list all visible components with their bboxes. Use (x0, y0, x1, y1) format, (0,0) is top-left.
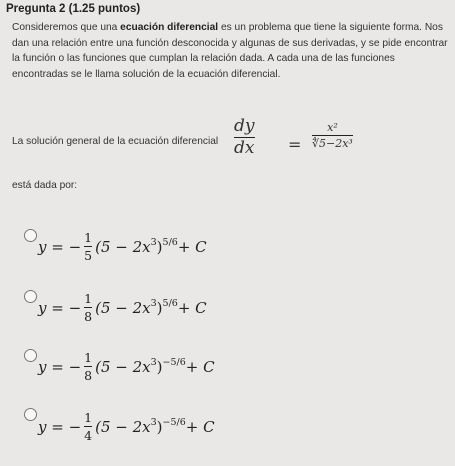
outer-exponent: −5/6 (162, 417, 186, 428)
intro-text-end: es un problema que tiene la siguiente forma. Nos dan una relación entre una función desconocida y algunas de sus derivadas, y se pide encontrar la función o las funciones que cumplan la relación dada. A cada una de las funciones encontradas se le llama solución de la ecuación diferencial. (12, 22, 448, 80)
formula-body: (5 − 2x (95, 417, 151, 436)
close-paren: ) (156, 417, 163, 436)
rhs-denominator: ∜5−2x³ (312, 137, 353, 150)
equation-line (12, 112, 452, 162)
question-title: Pregunta 2 (1.25 puntos) (6, 3, 141, 15)
formula-body: (5 − 2x (95, 298, 151, 317)
formula-body: (5 − 2x (95, 237, 151, 256)
intro-bold-term: ecuación diferencial (120, 22, 219, 33)
cube-exponent: 3 (150, 298, 157, 309)
formula-lhs: y = − (38, 357, 82, 376)
coef-denominator: 8 (84, 368, 93, 383)
formula-lhs: y = − (38, 417, 82, 436)
equals-sign: = (288, 135, 302, 154)
answer-formula (38, 291, 207, 324)
coef-denominator: 8 (84, 309, 93, 324)
coef-numerator: 1 (84, 230, 93, 245)
coefficient-fraction (84, 350, 92, 383)
lhs-numerator: dy (234, 116, 255, 136)
constant-term: + C (177, 237, 207, 256)
outer-exponent: 5/6 (162, 237, 178, 248)
formula-body: (5 − 2x (95, 357, 151, 376)
rhs-numerator: x² (327, 121, 338, 134)
question-intro (12, 20, 448, 82)
radio-button[interactable] (24, 349, 37, 362)
constant-term: + C (185, 357, 215, 376)
given-by-text: está dada por: (12, 180, 78, 191)
coefficient-fraction (84, 410, 92, 443)
constant-term: + C (177, 298, 207, 317)
coefficient-fraction (84, 230, 92, 263)
intro-text-start: Consideremos que una (12, 22, 121, 33)
cube-exponent: 3 (150, 357, 157, 368)
close-paren: ) (156, 237, 163, 256)
coef-denominator: 5 (84, 248, 93, 263)
coef-numerator: 1 (84, 410, 93, 425)
answer-option[interactable] (0, 402, 455, 452)
outer-exponent: 5/6 (162, 298, 178, 309)
fraction-bar (84, 426, 92, 427)
lhs-fraction (234, 118, 255, 157)
coef-numerator: 1 (84, 291, 93, 306)
constant-term: + C (185, 417, 215, 436)
cube-exponent: 3 (150, 417, 157, 428)
answer-option[interactable] (0, 283, 455, 333)
radio-button[interactable] (24, 408, 37, 421)
coefficient-fraction (84, 291, 92, 324)
cube-exponent: 3 (150, 237, 157, 248)
radio-button[interactable] (24, 290, 37, 303)
outer-exponent: −5/6 (162, 357, 186, 368)
fraction-bar (84, 307, 92, 308)
fraction-bar (84, 366, 92, 367)
answer-formula (38, 410, 215, 443)
coef-denominator: 4 (84, 428, 93, 443)
equation-label: La solución general de la ecuación diferencial (12, 136, 219, 147)
answer-formula (38, 230, 207, 263)
formula-lhs: y = − (38, 237, 82, 256)
close-paren: ) (156, 357, 163, 376)
fraction-bar (84, 246, 92, 247)
radio-button[interactable] (24, 229, 37, 242)
lhs-denominator: dx (234, 138, 255, 158)
coef-numerator: 1 (84, 350, 93, 365)
rhs-fraction (312, 122, 353, 149)
answer-option[interactable] (0, 342, 455, 392)
close-paren: ) (156, 298, 163, 317)
answer-option[interactable] (0, 222, 455, 272)
formula-lhs: y = − (38, 298, 82, 317)
answer-formula (38, 350, 215, 383)
